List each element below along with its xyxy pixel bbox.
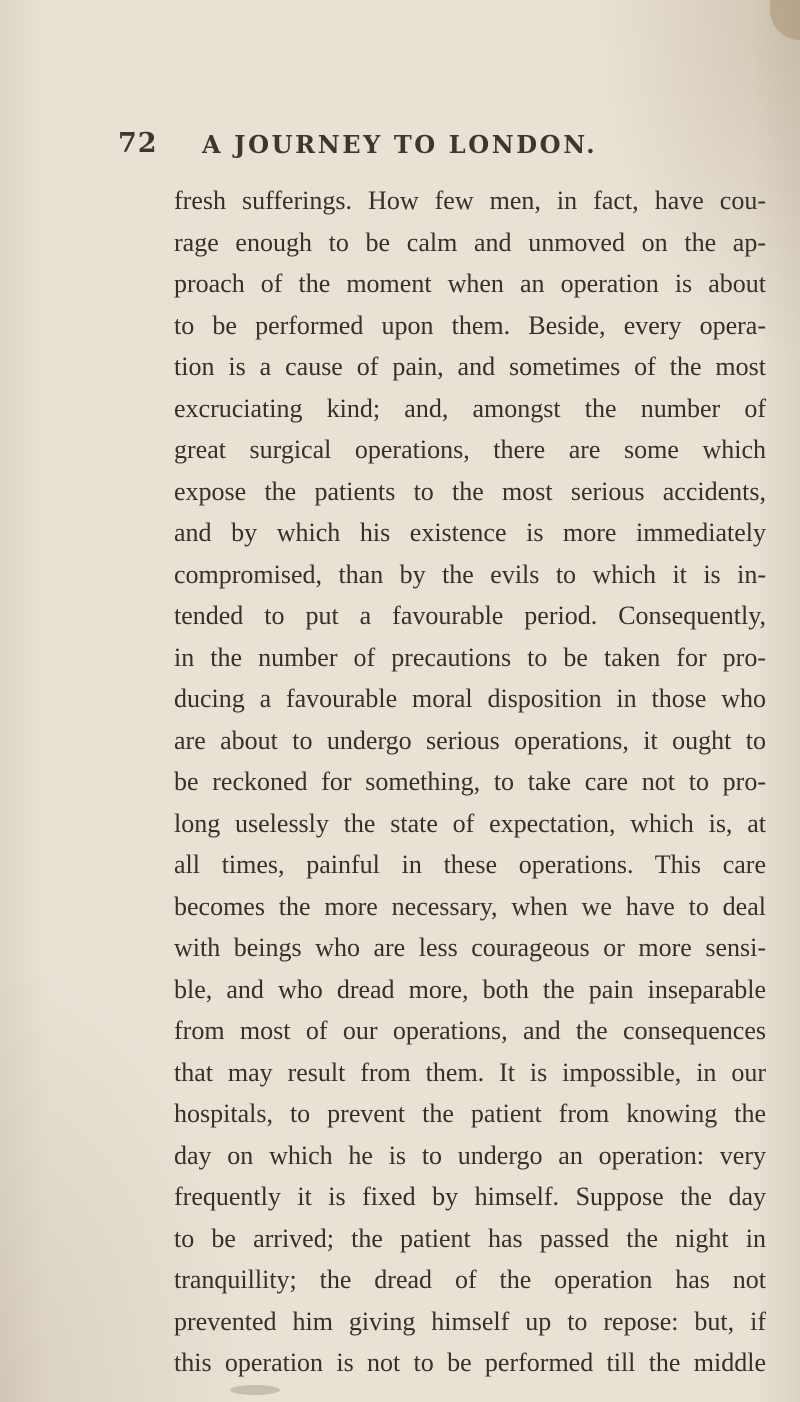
text-line: tion is a cause of pain, and sometimes of the most — [174, 352, 766, 381]
text-line: frequently it is fixed by himself. Suppose the day — [174, 1182, 766, 1211]
text-line: long uselessly the state of expectation, which is, at — [174, 808, 766, 838]
text-line: expose the patients to the most serious accidents, — [174, 476, 766, 506]
text-line: great surgical operations, there are some which — [174, 435, 766, 464]
running-title: A JOURNEY TO LONDON. — [202, 130, 598, 159]
text-line: be reckoned for something, to take care not to pro- — [174, 767, 766, 796]
body-text — [174, 180, 766, 1384]
text-line: in the number of precautions to be taken for pro- — [174, 642, 766, 672]
page-number: 72 — [118, 128, 158, 159]
ink-smudge — [230, 1385, 280, 1395]
text-line: prevented him giving himself up to repose: but, if — [174, 1306, 766, 1336]
text-line: rage enough to be calm and unmoved on the ap- — [174, 227, 766, 257]
text-line: day on which he is to undergo an operation: very — [174, 1140, 766, 1170]
text-line: to be performed upon them. Beside, every opera- — [174, 310, 766, 340]
text-line: to be arrived; the patient has passed the night in — [174, 1223, 766, 1253]
text-line: proach of the moment when an operation is about — [174, 269, 766, 298]
text-line: that may result from them. It is impossible, in our — [174, 1057, 766, 1087]
text-line: excruciating kind; and, amongst the number of — [174, 393, 766, 423]
page-header — [116, 128, 716, 172]
text-line: compromised, than by the evils to which it is in- — [174, 559, 766, 589]
text-line: fresh sufferings. How few men, in fact, have cou- — [174, 186, 766, 215]
text-line: this operation is not to be performed till the middle — [174, 1348, 766, 1377]
text-line: from most of our operations, and the consequences — [174, 1016, 766, 1045]
text-line: tranquillity; the dread of the operation has not — [174, 1265, 766, 1294]
text-line: becomes the more necessary, when we have to deal — [174, 891, 766, 921]
text-line: are about to undergo serious operations, it ought to — [174, 725, 766, 755]
text-line: ble, and who dread more, both the pain inseparable — [174, 974, 766, 1004]
page-stain — [770, 0, 800, 40]
text-line: ducing a favourable moral disposition in those who — [174, 684, 766, 713]
text-line: and by which his existence is more immediately — [174, 518, 766, 547]
text-line: hospitals, to prevent the patient from knowing the — [174, 1099, 766, 1128]
text-line: all times, painful in these operations. This care — [174, 850, 766, 879]
text-line: with beings who are less courageous or more sensi- — [174, 933, 766, 962]
text-line: tended to put a favourable period. Consequently, — [174, 601, 766, 630]
